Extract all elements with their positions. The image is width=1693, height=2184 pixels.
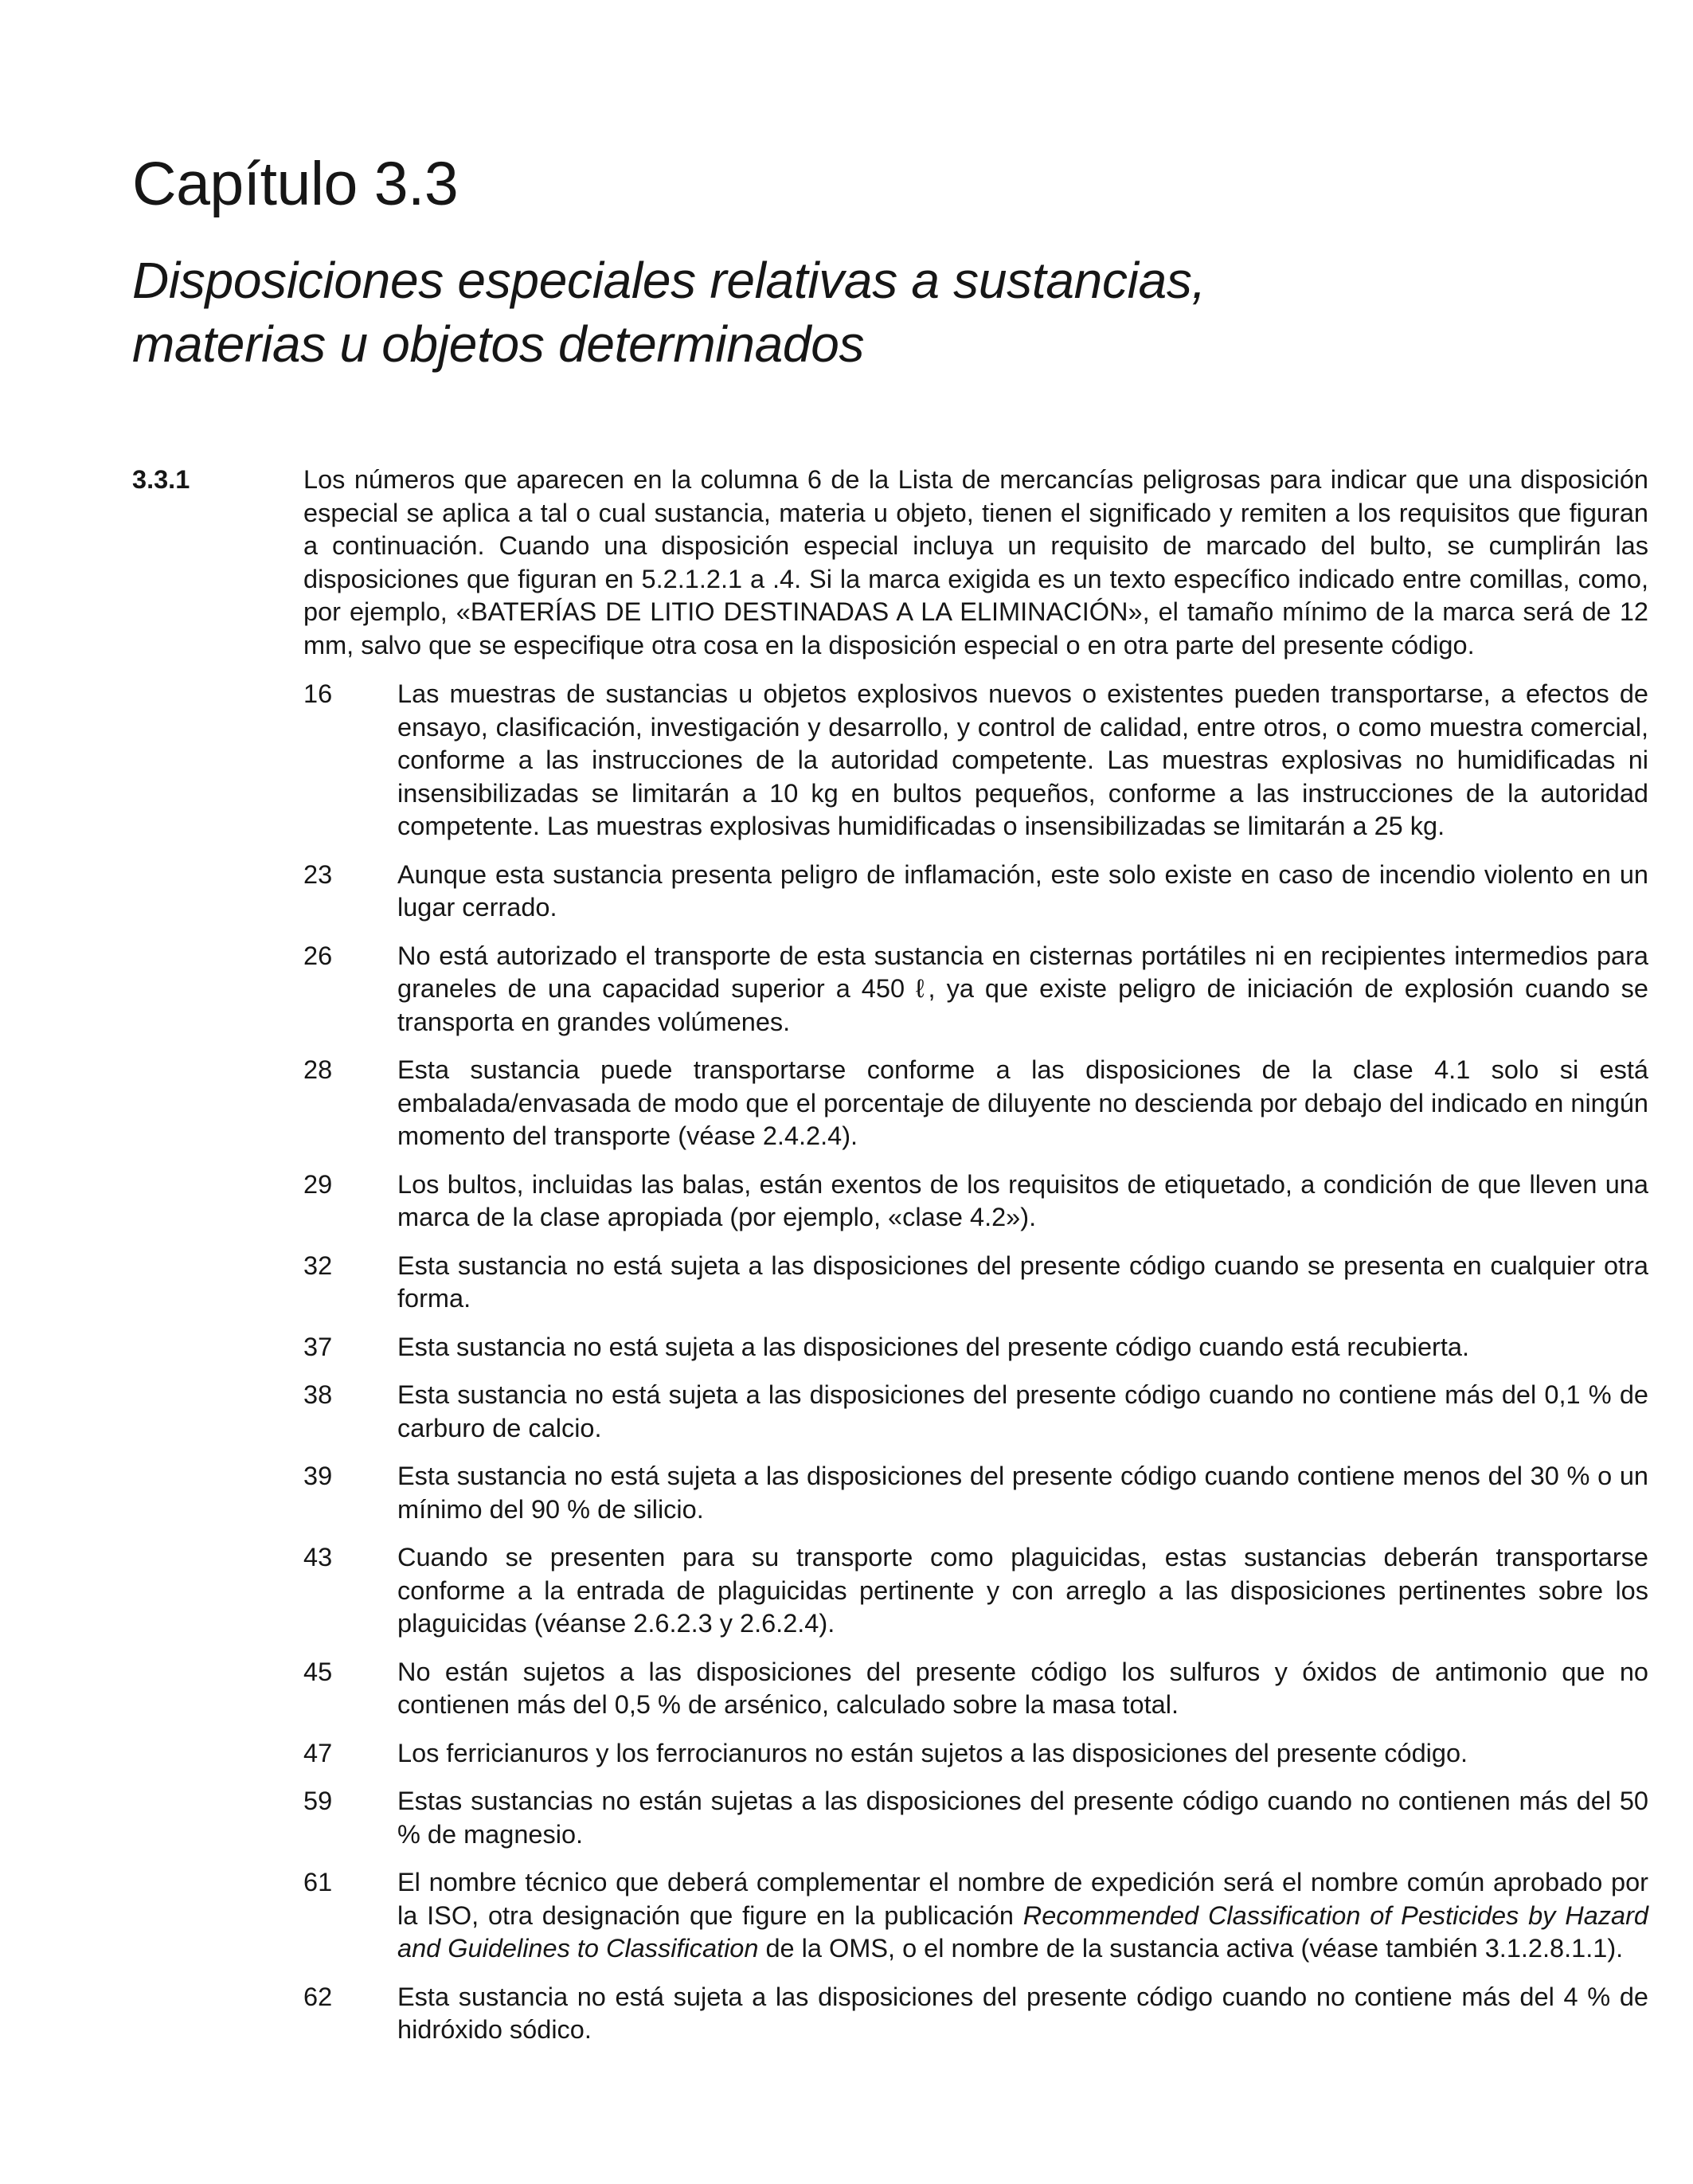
provision-text: Esta sustancia no está sujeta a las disposiciones del presente código cuando no contiene más del 0,1 % de carburo de calcio.: [397, 1380, 1648, 1442]
provision-text: Esta sustancia no está sujeta a las disposiciones del presente código cuando no contiene más del 4 % de hidróxido sódico.: [397, 1982, 1648, 2044]
provision-number: 39: [303, 1462, 333, 1490]
provision-text: Esta sustancia puede transportarse conforme a las disposiciones de la clase 4.1 solo si está embalada/envasada de modo que el porcentaje de diluyente no descienda por debajo del indicado en ningún momento del transporte (véase 2.4.2.4).: [397, 1055, 1648, 1150]
provision-text: [397, 1866, 1648, 1966]
provision-text: Las muestras de sustancias u objetos explosivos nuevos o existentes pueden transportarse, a efectos de ensayo, clasificación, investigación y desarrollo, y control de calidad, entre otros, o como muestra comercial, conforme a las instrucciones de la autoridad competente. Las muestras explosivas no humidificadas ni insensibilizadas se limitarán a 10 kg en bultos pequeños, conforme a las instrucciones de la autoridad competente. Las muestras explosivas humidificadas o insensibilizadas se limitarán a 25 kg.: [397, 679, 1648, 840]
provision-text-part: El nombre técnico que deberá complementar el nombre de expedición será el nombre común aprobado por la ISO, otra designación que figure en la publicación: [397, 1868, 1648, 1930]
provision-text: No está autorizado el transporte de esta sustancia en cisternas portátiles ni en recipientes intermedios para graneles de una capacidad superior a 450 ℓ, ya que existe peligro de iniciación de explosión cuando se transporta en grandes volúmenes.: [397, 941, 1648, 1036]
publication-title: Recommended Classification of Pesticides by Hazard and Guidelines to Classification: [397, 1900, 1648, 1963]
section-number: 3.3.1: [132, 465, 190, 494]
provision-item: [303, 1250, 1648, 1316]
provision-text: Aunque esta sustancia presenta peligro de inflamación, este solo existe en caso de incendio violento en un lugar cerrado.: [397, 859, 1648, 922]
provision-item: [303, 1460, 1648, 1526]
provision-number: 28: [303, 1055, 333, 1084]
provision-item: [303, 859, 1648, 925]
provision-item: [303, 940, 1648, 1039]
provision-text: Estas sustancias no están sujetas a las disposiciones del presente código cuando no contienen más del 50 % de magnesio.: [397, 1787, 1648, 1849]
provision-number: 32: [303, 1251, 333, 1280]
special-provisions-list: [132, 678, 1648, 2047]
provision-number: 62: [303, 1982, 333, 2011]
section-intro-paragraph: Los números que aparecen en la columna 6 de la Lista de mercancías peligrosas para indicar que una disposición especial se aplica a tal o cual sustancia, materia u objeto, tienen el significado y remiten a los requisitos que figuran a continuación. Cuando una disposición especial incluya un requisito de marcado del bulto, se cumplirán las disposiciones que figuran en 5.2.1.2.1 a .4. Si la marca exigida es un texto específico indicado entre comillas, como, por ejemplo, «BATERÍAS DE LITIO DESTINADAS A LA ELIMINACIÓN», el tamaño mínimo de la marca será de 12 mm, salvo que se especifique otra cosa en la disposición especial o en otra parte del presente código.: [303, 465, 1648, 660]
provision-number: 43: [303, 1543, 333, 1571]
provision-text: Esta sustancia no está sujeta a las disposiciones del presente código cuando se presenta en cualquier otra forma.: [397, 1251, 1648, 1313]
provision-text: No están sujetos a las disposiciones del presente código los sulfuros y óxidos de antimonio que no contienen más del 0,5 % de arsénico, calculado sobre la masa total.: [397, 1657, 1648, 1719]
chapter-title: Capítulo 3.3: [132, 150, 459, 218]
provision-number: 29: [303, 1169, 333, 1199]
provision-text-part: de la OMS, o el nombre de la sustancia activa (véase también 3.1.2.8.1.1).: [758, 1934, 1624, 1963]
provision-item: [303, 678, 1648, 843]
provision-number: 47: [303, 1738, 333, 1767]
provision-text: Esta sustancia no está sujeta a las disposiciones del presente código cuando contiene menos del 30 % o un mínimo del 90 % de silicio.: [397, 1462, 1648, 1524]
provision-item: [303, 1737, 1648, 1771]
provision-item: [303, 1541, 1648, 1641]
provision-text: Los bultos, incluidas las balas, están exentos de los requisitos de etiquetado, a condición de que lleven una marca de la clase apropiada (por ejemplo, «clase 4.2»).: [397, 1169, 1648, 1231]
chapter-subtitle: [132, 249, 1206, 376]
provision-number: 37: [303, 1332, 333, 1361]
section-3-3-1: [132, 464, 1648, 2047]
provision-number: 23: [303, 859, 333, 889]
provision-number: 16: [303, 679, 333, 708]
provision-item: [303, 1168, 1648, 1235]
provision-item: [303, 1785, 1648, 1851]
provision-item: [303, 1866, 1648, 1966]
provision-number: 38: [303, 1380, 333, 1409]
provision-item: [303, 1054, 1648, 1153]
chapter-subtitle-line-2: materias u objetos determinados: [132, 315, 865, 373]
provision-text: Esta sustancia no está sujeta a las disposiciones del presente código cuando está recubierta.: [397, 1332, 1469, 1361]
provision-number: 61: [303, 1868, 333, 1896]
provision-item: [303, 1981, 1648, 2047]
provision-number: 26: [303, 941, 333, 970]
provision-item: [303, 1379, 1648, 1445]
provision-item: [303, 1656, 1648, 1722]
provision-text: Los ferricianuros y los ferrocianuros no están sujetos a las disposiciones del presente código.: [397, 1738, 1468, 1767]
provision-item: [303, 1331, 1648, 1364]
provision-number: 59: [303, 1787, 333, 1815]
provision-number: 45: [303, 1657, 333, 1686]
provision-text: Cuando se presenten para su transporte como plaguicidas, estas sustancias deberán transportarse conforme a la entrada de plaguicidas pertinente y con arreglo a las disposiciones pertinentes sobre los plaguicidas (véanse 2.6.2.3 y 2.6.2.4).: [397, 1543, 1648, 1638]
chapter-subtitle-line-1: Disposiciones especiales relativas a sustancias,: [132, 252, 1206, 309]
